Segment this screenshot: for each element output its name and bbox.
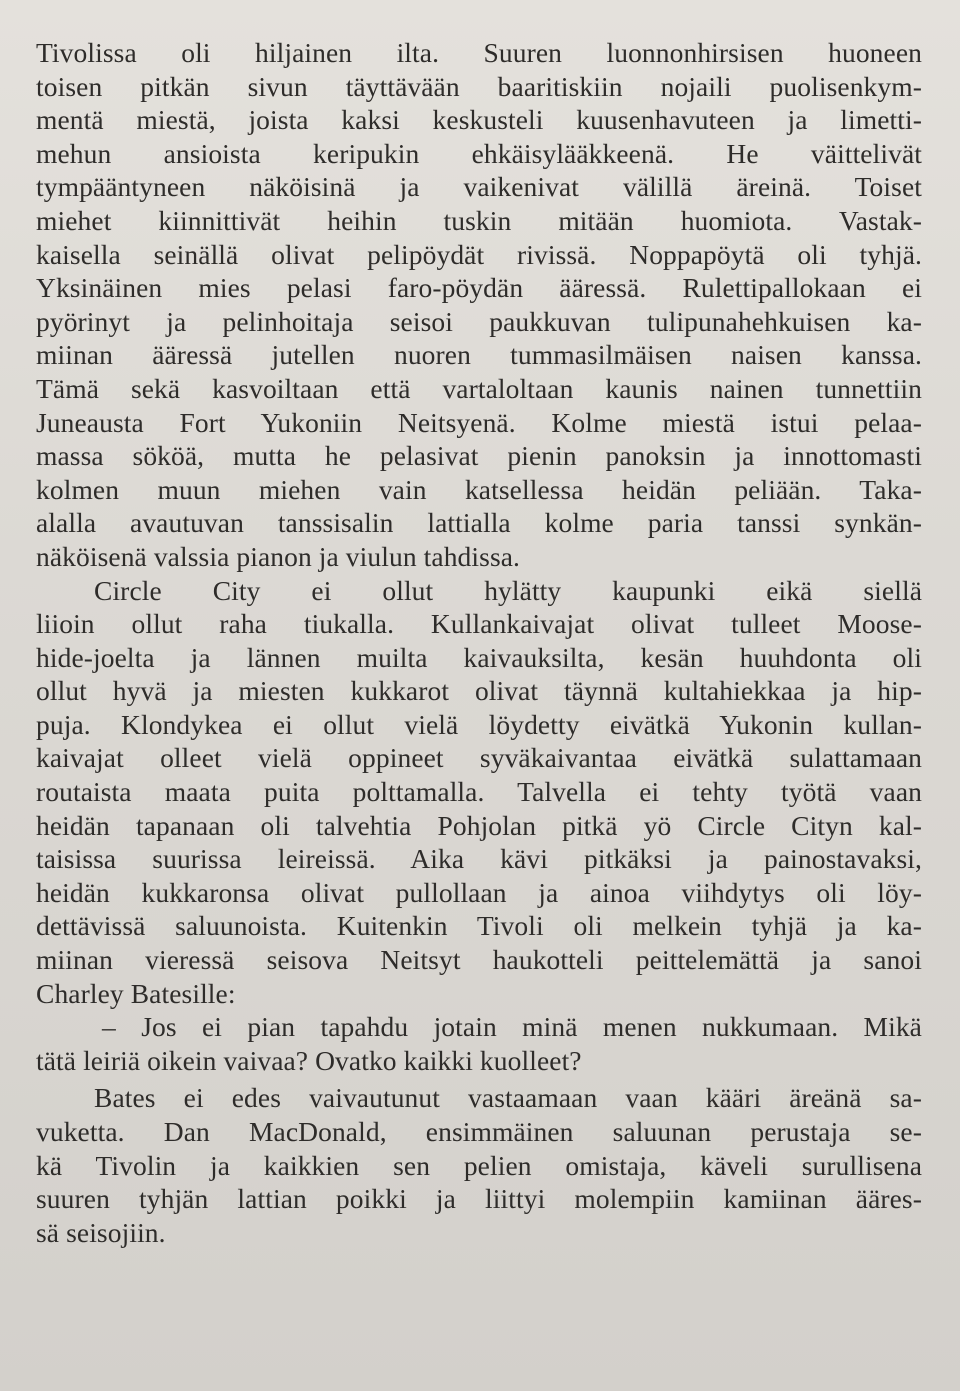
- text-line: vuketta. Dan MacDonald, ensimmäinen saluunan perustaja se-: [36, 1116, 922, 1147]
- text-line: kaisella seinällä olivat pelipöydät rivissä. Noppapöytä oli tyhjä.: [36, 238, 922, 270]
- paragraph-4: [36, 1081, 922, 1249]
- text-line: routaista maata puita polttamalla. Talvella ei tehty työtä vaan: [36, 776, 922, 808]
- text-line: heidän tapanaan oli talvehtia Pohjolan pitkä yö Circle Cityn kal-: [36, 809, 922, 841]
- paragraph-1: [36, 36, 922, 574]
- text-line: miinan vieressä seisova Neitsyt haukotteli peittelemättä ja sanoi: [36, 944, 922, 976]
- text-line: Charley Batesille:: [36, 977, 236, 1009]
- text-line: Juneausta Fort Yukoniin Neitsyenä. Kolme miestä istui pelaa-: [36, 406, 922, 438]
- text-line: toisen pitkän sivun täyttävään baaritiskiin nojaili puolisenkym-: [36, 70, 922, 102]
- text-line: Circle City ei ollut hylätty kaupunki eikä siellä: [94, 574, 922, 606]
- text-line: sä seisojiin.: [36, 1216, 166, 1248]
- text-line: taisissa suurissa leireissä. Aika kävi pitkäksi ja painostavaksi,: [36, 843, 922, 875]
- text-line: Yksinäinen mies pelasi faro-pöydän ääressä. Rulettipallokaan ei: [36, 272, 922, 304]
- text-line: puja. Klondykea ei ollut vielä löydetty eivätkä Yukonin kullan-: [36, 708, 922, 740]
- text-line: miehet kiinnittivät heihin tuskin mitään huomiota. Vastak-: [36, 204, 922, 236]
- book-page: [36, 36, 922, 1249]
- text-line: Tivolissa oli hiljainen ilta. Suuren luonnonhirsisen huoneen: [36, 37, 922, 68]
- text-line: kolmen muun miehen vain katsellessa heidän peliään. Taka-: [36, 473, 922, 505]
- text-line: heidän kukkaronsa olivat pullollaan ja ainoa viihdytys oli löy-: [36, 876, 922, 908]
- text-line: kaivajat olleet vielä oppineet syväkaivantaa eivätkä sulattamaan: [36, 742, 922, 774]
- text-line: ollut hyvä ja miesten kukkarot olivat täynnä kultahiekkaa ja hip-: [36, 675, 922, 707]
- dialogue-line: tätä leiriä oikein vaivaa? Ovatko kaikki kuolleet?: [36, 1044, 582, 1076]
- dialogue-paragraph: [36, 1010, 922, 1077]
- text-line: miinan ääressä jutellen nuoren tummasilmäisen naisen kanssa.: [36, 339, 922, 371]
- text-line: Tämä sekä kasvoiltaan että vartaloltaan kaunis nainen tunnettiin: [36, 372, 922, 404]
- text-line: dettävissä saluunoista. Kuitenkin Tivoli oli melkein tyhjä ja ka-: [36, 910, 922, 942]
- text-line: pyörinyt ja pelinhoitaja seisoi paukkuvan tulipunahehkuisen ka-: [36, 305, 922, 337]
- text-line: näköisenä valssia pianon ja viulun tahdissa.: [36, 540, 521, 572]
- text-line: suuren tyhjän lattian poikki ja liittyi molempiin kamiinan ääres-: [36, 1183, 922, 1215]
- text-line: massa sököä, mutta he pelasivat pienin panoksin ja innottomasti: [36, 440, 922, 472]
- text-line: mehun ansioista keripukin ehkäisylääkkeenä. He väittelivät: [36, 137, 922, 169]
- paragraph-2: [36, 574, 922, 1011]
- text-line: mentä miestä, joista kaksi keskusteli kuusenhavuteen ja limetti-: [36, 104, 922, 136]
- text-line: hide-joelta ja lännen muilta kaivauksilta, kesän huuhdonta oli: [36, 641, 922, 673]
- text-line: kä Tivolin ja kaikkien sen pelien omistaja, käveli surullisena: [36, 1149, 922, 1181]
- text-line: Bates ei edes vaivautunut vastaamaan vaan kääri äreänä sa-: [94, 1082, 922, 1114]
- text-line: alalla avautuvan tanssisalin lattialla kolme paria tanssi synkän-: [36, 507, 922, 539]
- text-line: tympääntyneen näköisinä ja vaikenivat välillä äreinä. Toiset: [36, 171, 922, 203]
- text-line: liioin ollut raha tiukalla. Kullankaivajat olivat tulleet Moose-: [36, 608, 922, 640]
- dialogue-line: – Jos ei pian tapahdu jotain minä menen nukkumaan. Mikä: [102, 1011, 922, 1043]
